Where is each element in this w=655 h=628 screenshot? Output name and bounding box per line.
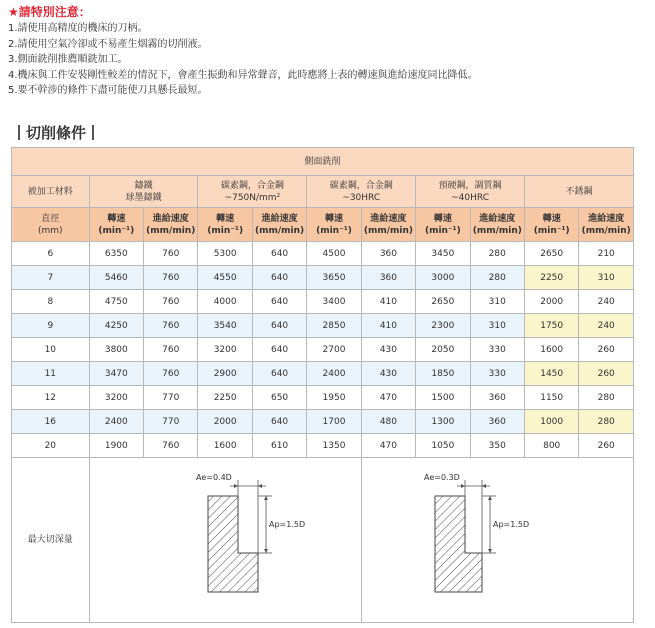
value-cell: 1750	[524, 314, 578, 338]
speed-label: 轉速 (min⁻¹)	[416, 208, 470, 242]
value-cell: 4750	[89, 290, 143, 314]
value-cell: 6350	[89, 242, 143, 266]
diameter-label: 直徑 (mm)	[12, 208, 90, 242]
value-cell: 1150	[524, 386, 578, 410]
value-cell: 360	[361, 242, 415, 266]
value-cell: 650	[252, 386, 306, 410]
feed-label: 進給速度 (mm/min)	[144, 208, 198, 242]
notice-title-text: 請特別注意：	[18, 5, 91, 19]
value-cell: 3200	[198, 338, 252, 362]
max-depth-row	[12, 458, 634, 623]
value-cell: 3650	[307, 266, 361, 290]
value-cell: 410	[361, 314, 415, 338]
value-cell: 280	[470, 266, 524, 290]
section-title	[12, 122, 100, 144]
value-cell: 2300	[416, 314, 470, 338]
diameter-cell: 12	[12, 386, 90, 410]
value-cell: 3200	[89, 386, 143, 410]
table-row	[12, 410, 634, 434]
value-cell: 330	[470, 362, 524, 386]
feed-label: 進給速度 (mm/min)	[470, 208, 524, 242]
speed-label: 轉速 (min⁻¹)	[198, 208, 252, 242]
value-cell: 1350	[307, 434, 361, 458]
table-row	[12, 386, 634, 410]
value-cell: 2850	[307, 314, 361, 338]
material-row	[12, 176, 634, 208]
value-cell: 760	[144, 290, 198, 314]
table-row	[12, 362, 634, 386]
speed-label: 轉速 (min⁻¹)	[307, 208, 361, 242]
value-cell: 2250	[198, 386, 252, 410]
value-cell: 610	[252, 434, 306, 458]
material-cell: 不銹鋼	[524, 176, 633, 208]
diagram-right-cell	[361, 458, 633, 623]
value-cell: 640	[252, 266, 306, 290]
feed-label: 進給速度 (mm/min)	[361, 208, 415, 242]
notice-title	[8, 4, 648, 21]
note-line: 1.請使用高精度的機床的刀柄。	[8, 23, 148, 34]
table-row	[12, 314, 634, 338]
value-cell: 1700	[307, 410, 361, 434]
value-cell: 4000	[198, 290, 252, 314]
value-cell: 640	[252, 410, 306, 434]
value-cell: 470	[361, 434, 415, 458]
value-cell: 330	[470, 338, 524, 362]
subheader-row	[12, 208, 634, 242]
value-cell: 430	[361, 362, 415, 386]
feed-label: 進給速度 (mm/min)	[579, 208, 634, 242]
max-depth-label: 最大切深量	[12, 458, 90, 623]
material-cell: 碳素鋼，合金鋼 ~30HRC	[307, 176, 416, 208]
note-line: 3.側面銑削推薦順銑加工。	[8, 54, 128, 65]
diagram-left-cell	[89, 458, 361, 623]
value-cell: 2400	[89, 410, 143, 434]
speed-label: 轉速 (min⁻¹)	[89, 208, 143, 242]
value-cell: 240	[579, 290, 634, 314]
value-cell: 260	[579, 362, 634, 386]
diameter-cell: 20	[12, 434, 90, 458]
value-cell: 240	[579, 314, 634, 338]
value-cell: 800	[524, 434, 578, 458]
value-cell: 760	[144, 434, 198, 458]
value-cell: 410	[361, 290, 415, 314]
material-cell: 鑄鐵 球墨鑄鐵	[89, 176, 198, 208]
value-cell: 760	[144, 242, 198, 266]
value-cell: 4500	[307, 242, 361, 266]
value-cell: 1500	[416, 386, 470, 410]
material-label: 被加工材料	[12, 176, 90, 208]
ap-label-right: Ap=1.5D	[493, 520, 530, 529]
speed-label: 轉速 (min⁻¹)	[524, 208, 578, 242]
diameter-cell: 16	[12, 410, 90, 434]
star-icon: ★	[8, 5, 19, 19]
top-header-row	[12, 148, 634, 176]
value-cell: 280	[579, 386, 634, 410]
value-cell: 1050	[416, 434, 470, 458]
value-cell: 640	[252, 290, 306, 314]
material-cell: 預硬鋼，調質鋼 ~40HRC	[416, 176, 525, 208]
note-line: 4.機床與工件安裝剛性較差的情況下，會產生振動和异常聲音，此時應將上表的轉速與進給速度同比降低。	[8, 69, 478, 81]
cutting-depth-diagram-right	[362, 458, 632, 618]
material-cell: 碳素鋼，合金鋼 ~750N/mm²	[198, 176, 307, 208]
value-cell: 280	[470, 242, 524, 266]
value-cell: 1900	[89, 434, 143, 458]
ae-label-left: Ae=0.4D	[196, 473, 232, 482]
value-cell: 760	[144, 266, 198, 290]
value-cell: 2700	[307, 338, 361, 362]
value-cell: 760	[144, 362, 198, 386]
value-cell: 360	[470, 386, 524, 410]
value-cell: 1850	[416, 362, 470, 386]
value-cell: 3000	[416, 266, 470, 290]
top-header: 側面銑削	[12, 148, 634, 176]
diameter-cell: 9	[12, 314, 90, 338]
value-cell: 760	[144, 314, 198, 338]
value-cell: 470	[361, 386, 415, 410]
value-cell: 310	[470, 290, 524, 314]
value-cell: 1600	[524, 338, 578, 362]
table-row	[12, 266, 634, 290]
value-cell: 1950	[307, 386, 361, 410]
title-bar-right	[92, 125, 94, 140]
value-cell: 5460	[89, 266, 143, 290]
value-cell: 260	[579, 434, 634, 458]
ap-label-left: Ap=1.5D	[269, 520, 306, 529]
value-cell: 640	[252, 338, 306, 362]
diameter-cell: 7	[12, 266, 90, 290]
value-cell: 260	[579, 338, 634, 362]
value-cell: 3800	[89, 338, 143, 362]
table-row	[12, 434, 634, 458]
diameter-cell: 10	[12, 338, 90, 362]
value-cell: 210	[579, 242, 634, 266]
value-cell: 4550	[198, 266, 252, 290]
cutting-conditions-table	[11, 147, 634, 623]
value-cell: 350	[470, 434, 524, 458]
value-cell: 1000	[524, 410, 578, 434]
diameter-cell: 8	[12, 290, 90, 314]
value-cell: 2900	[198, 362, 252, 386]
value-cell: 2000	[198, 410, 252, 434]
value-cell: 3470	[89, 362, 143, 386]
value-cell: 3450	[416, 242, 470, 266]
notice-block	[8, 4, 648, 99]
diameter-cell: 6	[12, 242, 90, 266]
feed-label: 進給速度 (mm/min)	[252, 208, 306, 242]
table-row	[12, 338, 634, 362]
value-cell: 360	[470, 410, 524, 434]
value-cell: 2250	[524, 266, 578, 290]
value-cell: 2400	[307, 362, 361, 386]
cutting-depth-diagram-left	[90, 458, 360, 618]
value-cell: 3400	[307, 290, 361, 314]
value-cell: 2650	[524, 242, 578, 266]
value-cell: 430	[361, 338, 415, 362]
value-cell: 280	[579, 410, 634, 434]
value-cell: 1300	[416, 410, 470, 434]
table-row	[12, 290, 634, 314]
diameter-cell: 11	[12, 362, 90, 386]
title-bar-left	[18, 125, 20, 140]
value-cell: 310	[470, 314, 524, 338]
value-cell: 480	[361, 410, 415, 434]
value-cell: 770	[144, 386, 198, 410]
value-cell: 310	[579, 266, 634, 290]
value-cell: 1450	[524, 362, 578, 386]
value-cell: 770	[144, 410, 198, 434]
table-row	[12, 242, 634, 266]
value-cell: 1600	[198, 434, 252, 458]
value-cell: 640	[252, 242, 306, 266]
value-cell: 360	[361, 266, 415, 290]
value-cell: 5300	[198, 242, 252, 266]
note-line: 5.要不幹涉的條件下盡可能使刀具懸長最短。	[8, 85, 208, 96]
value-cell: 640	[252, 314, 306, 338]
section-title-text: 切削條件	[26, 124, 87, 142]
value-cell: 3540	[198, 314, 252, 338]
value-cell: 2050	[416, 338, 470, 362]
note-line: 2.請使用空氣冷卻或不易產生烟霧的切削液。	[8, 38, 208, 50]
value-cell: 4250	[89, 314, 143, 338]
value-cell: 760	[144, 338, 198, 362]
value-cell: 640	[252, 362, 306, 386]
ae-label-right: Ae=0.3D	[424, 473, 461, 482]
value-cell: 2650	[416, 290, 470, 314]
value-cell: 2000	[524, 290, 578, 314]
